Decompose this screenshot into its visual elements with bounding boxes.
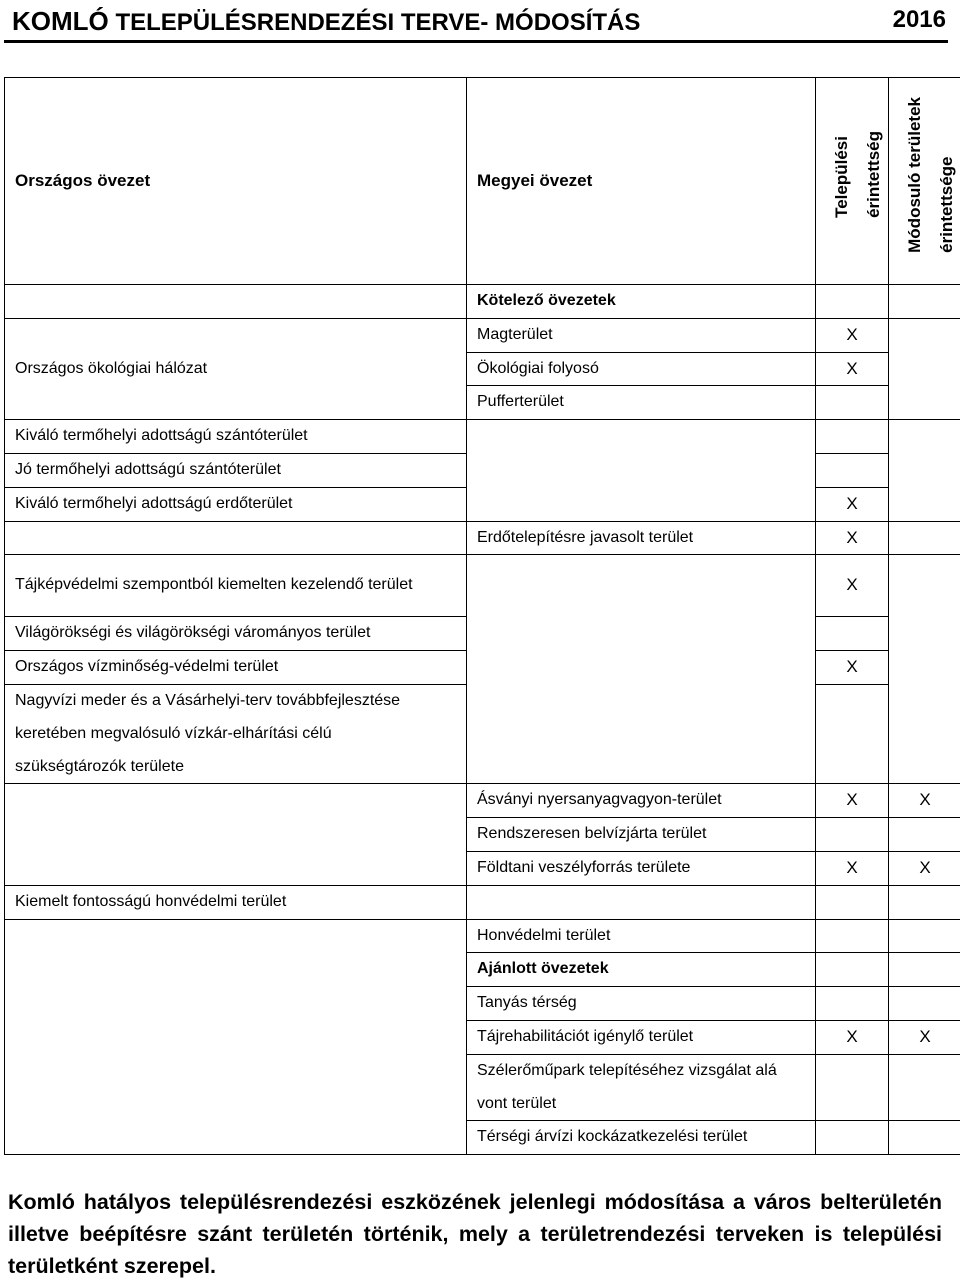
cell-county: Honvédelmi terület	[467, 919, 816, 953]
table-row	[5, 919, 960, 953]
cell-national: Kiváló termőhelyi adottságú szántóterület	[5, 420, 467, 454]
header-municipal-label: Települési érintettség	[832, 131, 883, 219]
table-row	[5, 285, 960, 319]
table-row	[5, 784, 960, 818]
cell-municipal: X	[816, 352, 889, 386]
table-row	[5, 885, 960, 919]
table-header-row	[5, 78, 960, 285]
cell-municipal: X	[816, 318, 889, 352]
cell-national: Országos vízminőség-védelmi terület	[5, 651, 467, 685]
cell-modified	[889, 318, 960, 419]
cell-modified: X	[889, 1020, 960, 1054]
table-row	[5, 555, 960, 617]
cell-county	[467, 555, 816, 784]
header-national: Országos övezet	[5, 78, 467, 285]
cell-municipal: X	[816, 651, 889, 685]
cell-county: Kötelező övezetek	[467, 285, 816, 319]
cell-municipal	[816, 818, 889, 852]
summary-paragraph: Komló hatályos településrendezési eszközének jelenlegi módosítása a város belterületén illetve beépítésre szánt területén történik, mely a területrendezési terveken is települési területként szerepel.	[8, 1190, 942, 1278]
page-title	[12, 6, 640, 37]
cell-modified	[889, 885, 960, 919]
cell-county	[467, 420, 816, 521]
cell-county: Pufferterület	[467, 386, 816, 420]
cell-municipal: X	[816, 555, 889, 617]
cell-modified: X	[889, 851, 960, 885]
cell-county: Térségi árvízi kockázatkezelési terület	[467, 1121, 816, 1155]
cell-municipal: X	[816, 521, 889, 555]
cell-county: Földtani veszélyforrás területe	[467, 851, 816, 885]
cell-national	[5, 919, 467, 1155]
cell-national: Országos ökológiai hálózat	[5, 318, 467, 419]
cell-modified: X	[889, 784, 960, 818]
table-row	[5, 318, 960, 352]
cell-national	[5, 784, 467, 885]
cell-county: Ásványi nyersanyagvagyon-terület	[467, 784, 816, 818]
cell-municipal	[816, 684, 889, 783]
cell-modified	[889, 1121, 960, 1155]
zoning-table	[4, 77, 960, 1155]
title-main: KOMLÓ	[12, 6, 109, 36]
cell-municipal	[816, 1121, 889, 1155]
cell-county: Tanyás térség	[467, 987, 816, 1021]
cell-municipal	[816, 386, 889, 420]
cell-municipal	[816, 919, 889, 953]
cell-municipal	[816, 285, 889, 319]
cell-municipal	[816, 420, 889, 454]
page-header	[4, 0, 948, 43]
cell-modified	[889, 521, 960, 555]
cell-national: Világörökségi és világörökségi várományos terület	[5, 617, 467, 651]
cell-national: Nagyvízi meder és a Vásárhelyi-terv továbbfejlesztése keretében megvalósuló vízkár-elhárítási célú szükségtározók területe	[5, 684, 467, 783]
cell-county: Magterület	[467, 318, 816, 352]
cell-municipal: X	[816, 851, 889, 885]
cell-national: Kiemelt fontosságú honvédelmi terület	[5, 885, 467, 919]
cell-national	[5, 285, 467, 319]
cell-national: Kiváló termőhelyi adottságú erdőterület	[5, 487, 467, 521]
title-rest: TELEPÜLÉSRENDEZÉSI TERVE- MÓDOSÍTÁS	[115, 9, 641, 36]
cell-county: Szélerőműpark telepítéséhez vizsgálat alá vont terület	[467, 1054, 816, 1121]
cell-national	[5, 521, 467, 555]
cell-municipal	[816, 453, 889, 487]
cell-municipal: X	[816, 784, 889, 818]
cell-county	[467, 885, 816, 919]
table-row	[5, 521, 960, 555]
cell-modified	[889, 953, 960, 987]
cell-modified	[889, 818, 960, 852]
cell-county: Rendszeresen belvízjárta terület	[467, 818, 816, 852]
cell-modified	[889, 919, 960, 953]
cell-county: Ajánlott övezetek	[467, 953, 816, 987]
cell-county: Erdőtelepítésre javasolt terület	[467, 521, 816, 555]
cell-modified	[889, 285, 960, 319]
cell-national: Jó termőhelyi adottságú szántóterület	[5, 453, 467, 487]
cell-county: Ökológiai folyosó	[467, 352, 816, 386]
header-municipal	[816, 78, 889, 285]
page-year: 2016	[892, 6, 946, 33]
header-county: Megyei övezet	[467, 78, 816, 285]
cell-modified	[889, 555, 960, 784]
cell-municipal	[816, 885, 889, 919]
cell-municipal	[816, 617, 889, 651]
cell-county: Tájrehabilitációt igénylő terület	[467, 1020, 816, 1054]
cell-modified	[889, 420, 960, 521]
table-row	[5, 420, 960, 454]
cell-municipal: X	[816, 1020, 889, 1054]
header-modified	[889, 78, 960, 285]
cell-municipal	[816, 1054, 889, 1121]
cell-municipal	[816, 953, 889, 987]
cell-national: Tájképvédelmi szempontból kiemelten kezelendő terület	[5, 555, 467, 617]
header-modified-label: Módosuló területek érintettsége	[905, 96, 956, 253]
cell-municipal: X	[816, 487, 889, 521]
cell-modified	[889, 1054, 960, 1121]
cell-modified	[889, 987, 960, 1021]
cell-municipal	[816, 987, 889, 1021]
